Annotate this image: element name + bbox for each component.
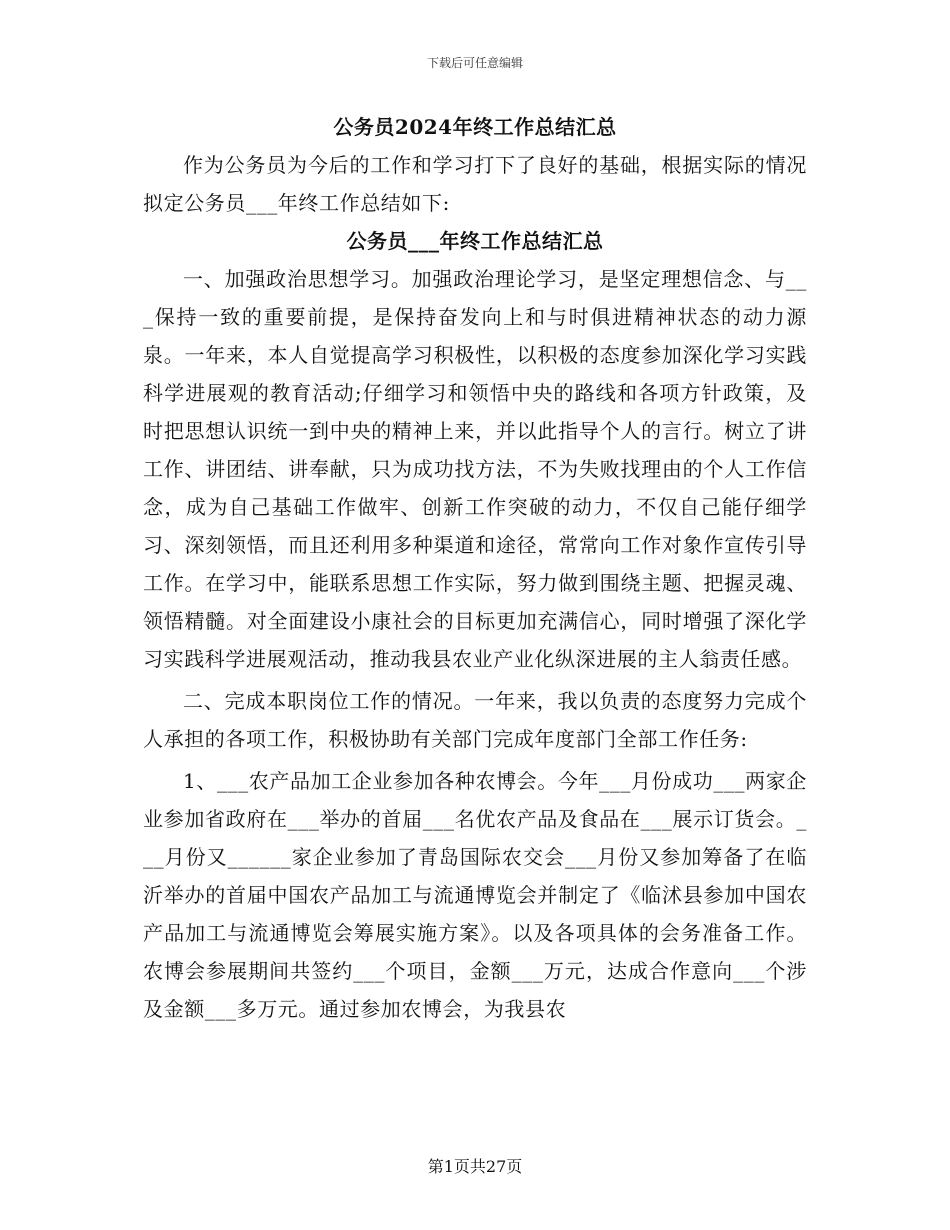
section-title: 公务员___年终工作总结汇总	[346, 229, 604, 253]
document-body	[143, 108, 807, 1028]
paragraph-agri-expo: 1、___农产品加工企业参加各种农博会。今年___月份成功___两家企业参加省政府在___举办的首届___名优农产品及食品在___展示订货会。___月份又______家企业参加了青岛国际农交会___月份又参加筹备了在临沂举办的首届中国农产品加工与流通博览会并制定了《临沭县参加中国农产品加工与流通博览会筹展实施方案》。以及各项具体的会务准备工作。农博会参展期间共签约___个项目，金额___万元，达成合作意向___个涉及金额___多万元。通过参加农博会，为我县农	[143, 769, 807, 1021]
header-note: 下载后可任意编辑	[426, 56, 523, 70]
paragraph-job-duties: 二、完成本职岗位工作的情况。一年来，我以负责的态度努力完成个人承担的各项工作，积极协助有关部门完成年度部门全部工作任务:	[143, 689, 807, 751]
page-footer: 第1页共27页	[427, 1157, 523, 1176]
paragraph-political-study: 一、加强政治思想学习。加强政治理论学习，是坚定理想信念、与___保持一致的重要前提，是保持奋发向上和与时俱进精神状态的动力源泉。一年来，本人自觉提高学习积极性，以积极的态度参加深化学习实践科学进展观的教育活动;仔细学习和领悟中央的路线和各项方针政策，及时把思想认识统一到中央的精神上来，并以此指导个人的言行。树立了讲工作、讲团结、讲奉献，只为成功找方法，不为失败找理由的个人工作信念，成为自己基础工作做牢、创新工作突破的动力，不仅自己能仔细学习、深刻领悟，而且还利用多种渠道和途径，常常向工作对象作宣传引导工作。在学习中，能联系思想工作实际，努力做到围绕主题、把握灵魂、领悟精髓。对全面建设小康社会的目标更加充满信心，同时增强了深化学习实践科学进展观活动，推动我县农业产业化纵深进展的主人翁责任感。	[143, 267, 807, 671]
document-title: 公务员2024年终工作总结汇总	[333, 115, 617, 139]
intro-paragraph: 作为公务员为今后的工作和学习打下了良好的基础，根据实际的情况拟定公务员___年终工作总结如下:	[143, 153, 807, 215]
